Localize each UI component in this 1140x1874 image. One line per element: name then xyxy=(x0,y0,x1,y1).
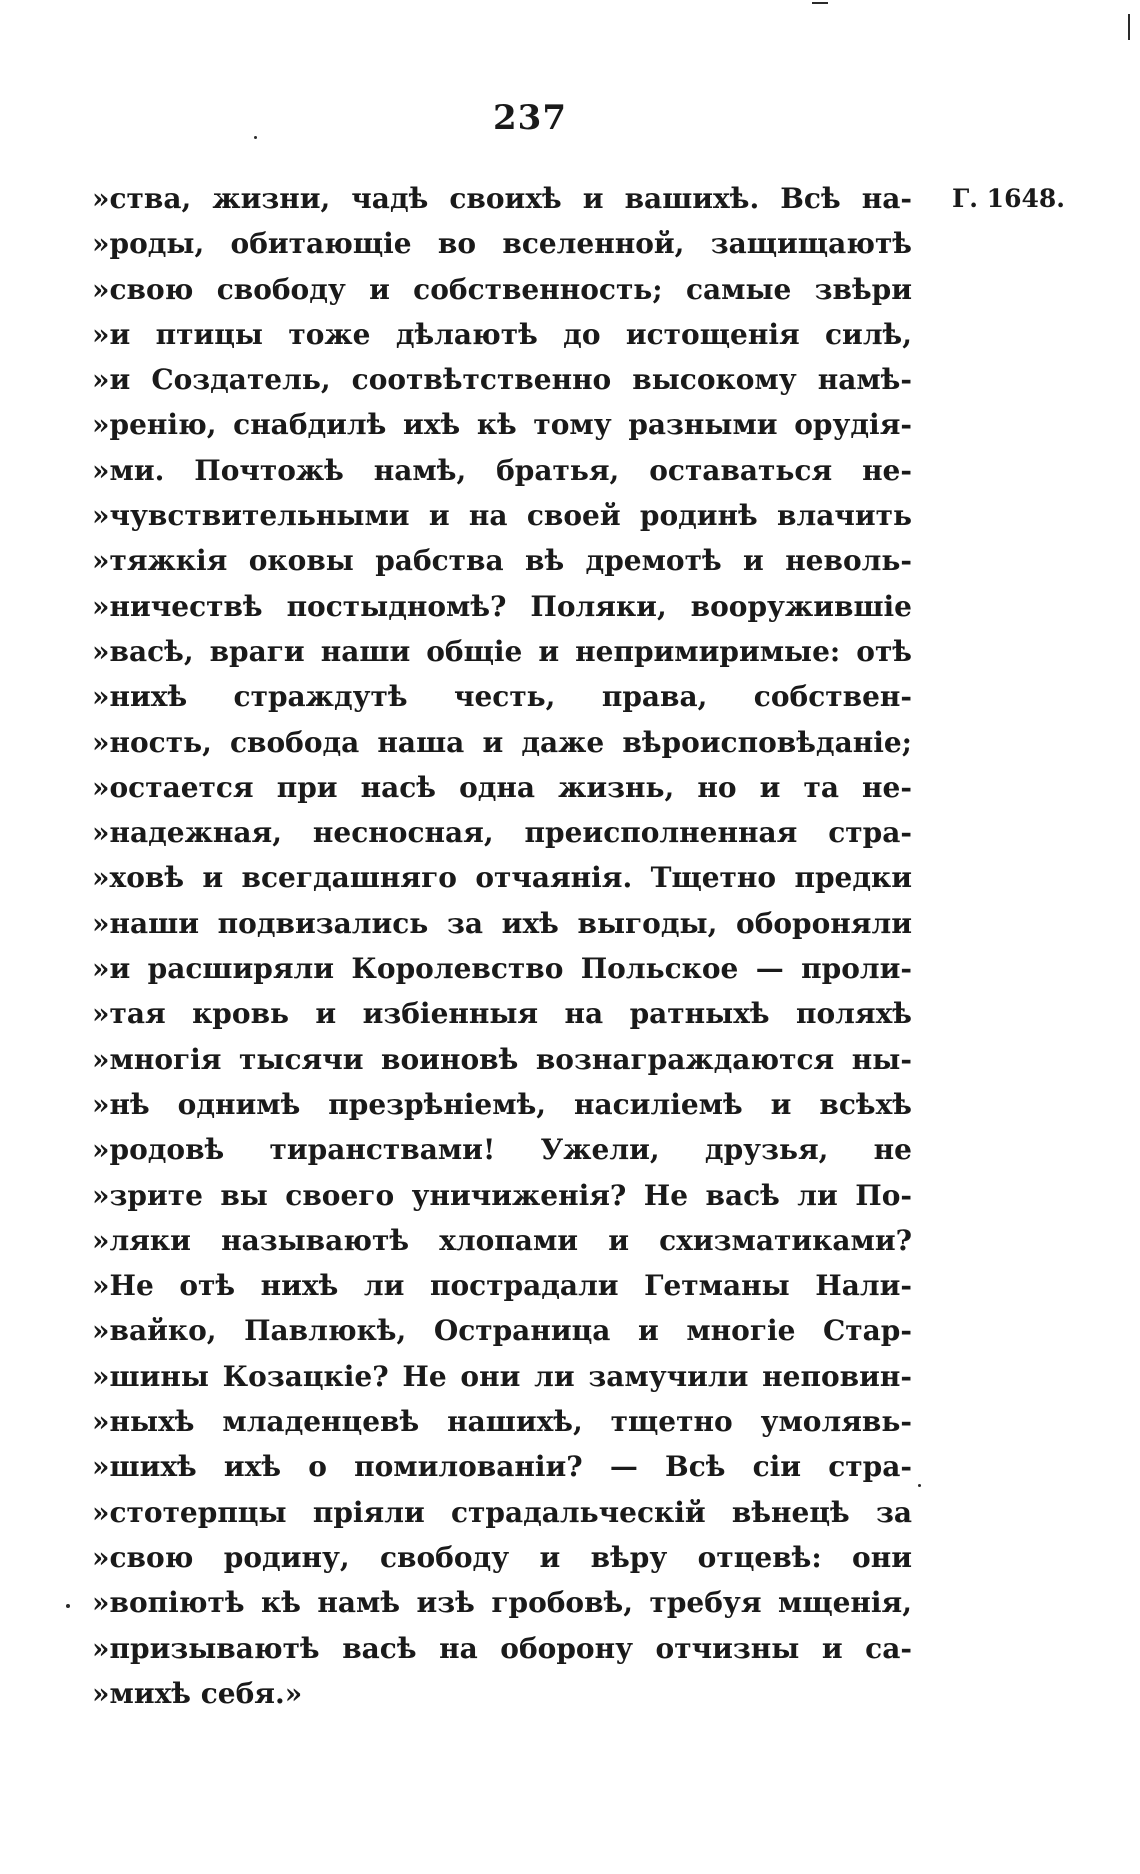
text-line: »тяжкія оковы рабства вѣ дремотѣ и неволь- xyxy=(92,544,912,578)
text-line: »чувствительными и на своей родинѣ влачить xyxy=(92,499,912,533)
text-line: »нихѣ страждутѣ честь, права, собствен- xyxy=(92,680,912,714)
body-text xyxy=(92,176,912,1716)
text-line: »стотерпцы пріяли страдальческій вѣнецѣ за xyxy=(92,1495,912,1529)
text-line: »васѣ, враги наши общіе и непримиримые: отѣ xyxy=(92,634,912,668)
text-line: »ства, жизни, чадѣ своихѣ и вашихѣ. Всѣ на- xyxy=(92,182,912,215)
text-line: »ность, свобода наша и даже вѣроисповѣданіе; xyxy=(92,725,912,759)
text-line: »тая кровь и избіенныя на ратныхѣ поляхѣ xyxy=(92,997,912,1031)
text-line: »свою родину, свободу и вѣру отцевѣ: они xyxy=(92,1540,912,1574)
text-line: »родовѣ тиранствами! Ужели, друзья, не xyxy=(92,1133,912,1167)
text-line: »шихѣ ихѣ о помилованіи? — Всѣ сіи стра- xyxy=(92,1450,912,1484)
text-line: »вопіютѣ кѣ намѣ изѣ гробовѣ, требуя мщенія, xyxy=(92,1586,912,1620)
margin-year-note: Г. 1648. xyxy=(952,184,1065,213)
text-line: »ляки называютѣ хлопами и схизматиками? xyxy=(92,1223,912,1257)
page-number: 237 xyxy=(493,98,567,138)
text-line: »призываютѣ васѣ на оборону отчизны и са- xyxy=(92,1631,912,1665)
text-line: »ренію, снабдилѣ ихѣ кѣ тому разными орудія- xyxy=(92,408,912,442)
text-line: »остается при насѣ одна жизнь, но и та не- xyxy=(92,770,912,804)
text-line: »ныхѣ младенцевѣ нашихѣ, тщетно умолявь- xyxy=(92,1405,912,1439)
text-line: »многія тысячи воиновѣ вознаграждаются ны- xyxy=(92,1042,912,1076)
text-line: »надежная, несносная, преисполненная стра- xyxy=(92,816,912,850)
text-line: »и Создатель, соотвѣтственно высокому намѣ- xyxy=(92,363,912,397)
scan-speck xyxy=(918,1484,921,1487)
scan-speck xyxy=(66,1604,70,1608)
text-line: »зрите вы своего уничиженія? Не васѣ ли По- xyxy=(92,1178,912,1212)
text-line: »и птицы тоже дѣлаютѣ до истощенія силѣ, xyxy=(92,317,912,351)
text-line: »вайко, Павлюкѣ, Остраница и многіе Стар- xyxy=(92,1314,912,1348)
text-line: »свою свободу и собственность; самые звѣри xyxy=(92,272,912,306)
text-line: »роды, обитающіе во вселенной, защищаютѣ xyxy=(92,227,912,261)
text-line: »михѣ себя.» xyxy=(92,1676,303,1710)
text-line: »нѣ однимѣ презрѣніемѣ, насиліемѣ и всѣхѣ xyxy=(92,1087,912,1121)
text-line: »ничествѣ постыдномѣ? Поляки, вооружившіе xyxy=(92,589,912,623)
text-line: »Не отѣ нихѣ ли пострадали Гетманы Нали- xyxy=(92,1269,912,1303)
scan-speck xyxy=(812,2,828,4)
text-line: »ми. Почтожѣ намѣ, братья, оставаться не- xyxy=(92,453,912,487)
text-line: »ховѣ и всегдашняго отчаянія. Тщетно предки xyxy=(92,861,912,895)
text-line: »шины Козацкіе? Не они ли замучили неповин- xyxy=(92,1359,912,1393)
scan-speck xyxy=(254,136,257,139)
text-line: »и расширяли Королевство Польское — проли- xyxy=(92,952,912,986)
scan-speck xyxy=(1128,14,1130,40)
text-line: »наши подвизались за ихѣ выгоды, обороняли xyxy=(92,906,912,940)
